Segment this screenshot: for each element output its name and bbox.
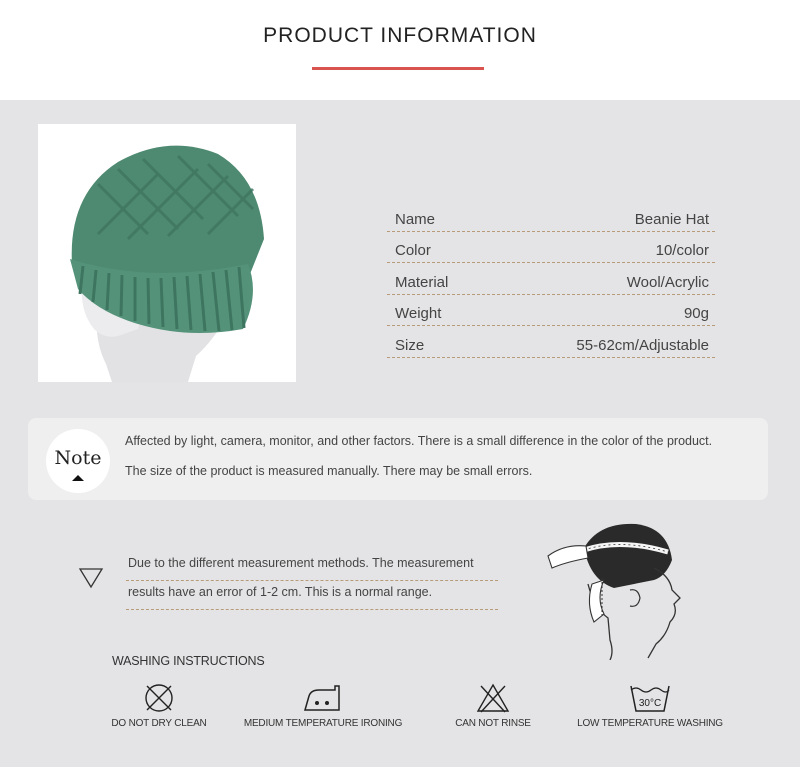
wash-temp-label: 30°C <box>638 698 662 709</box>
note-text-color: Affected by light, camera, monitor, and other factors. There is a small difference in the color of the product. <box>125 434 713 448</box>
note-box <box>28 418 768 500</box>
spec-label: Material <box>395 273 449 291</box>
spec-value: Wool/Acrylic <box>626 273 709 291</box>
note-badge-label: Note <box>54 447 102 469</box>
spec-value: 10/color <box>655 242 709 259</box>
spec-row-color <box>387 232 715 264</box>
triangle-down-icon <box>78 566 104 590</box>
note-badge <box>46 429 110 493</box>
no-dry-clean-icon <box>142 682 176 714</box>
washing-instructions-title: WASHING INSTRUCTIONS <box>112 654 265 668</box>
spec-row-material <box>387 263 715 295</box>
medium-iron-icon <box>301 682 345 714</box>
spec-label: Name <box>395 210 436 228</box>
note-text-size: The size of the product is measured manually. There may be small errors. <box>125 464 533 478</box>
beanie-hat-illustration <box>38 124 296 382</box>
wash-item-medium-iron <box>242 682 404 729</box>
spec-row-size <box>387 326 715 358</box>
wash-label: LOW TEMPERATURE WASHING <box>577 718 723 729</box>
spec-value: Beanie Hat <box>634 210 709 228</box>
wash-item-low-temp-wash <box>574 682 726 729</box>
wash-30-icon <box>628 682 672 714</box>
spec-row-weight <box>387 295 715 327</box>
wash-label: CAN NOT RINSE <box>455 718 531 729</box>
caret-up-icon <box>72 475 84 481</box>
wash-label: MEDIUM TEMPERATURE IRONING <box>243 718 403 729</box>
wash-label: DO NOT DRY CLEAN <box>111 718 207 729</box>
measurement-note <box>126 552 498 610</box>
measurement-line: Due to the different measurement methods. The measurement <box>126 552 498 581</box>
wash-item-no-rinse <box>448 682 538 729</box>
spec-value: 90g <box>683 305 709 322</box>
header <box>0 0 800 100</box>
spec-label: Weight <box>395 305 442 322</box>
title-underline <box>312 67 484 70</box>
spec-label: Size <box>395 336 425 354</box>
no-rinse-icon <box>475 682 511 714</box>
product-image <box>38 124 296 382</box>
spec-row-name <box>387 200 715 232</box>
wash-item-no-dry-clean <box>108 682 210 729</box>
head-measurement-diagram <box>544 518 684 660</box>
spec-label: Color <box>395 242 431 259</box>
spec-value: 55-62cm/Adjustable <box>576 336 709 354</box>
spec-table <box>387 200 715 358</box>
page-title: PRODUCT INFORMATION <box>263 24 537 47</box>
measurement-line: results have an error of 1-2 cm. This is a normal range. <box>126 581 498 610</box>
